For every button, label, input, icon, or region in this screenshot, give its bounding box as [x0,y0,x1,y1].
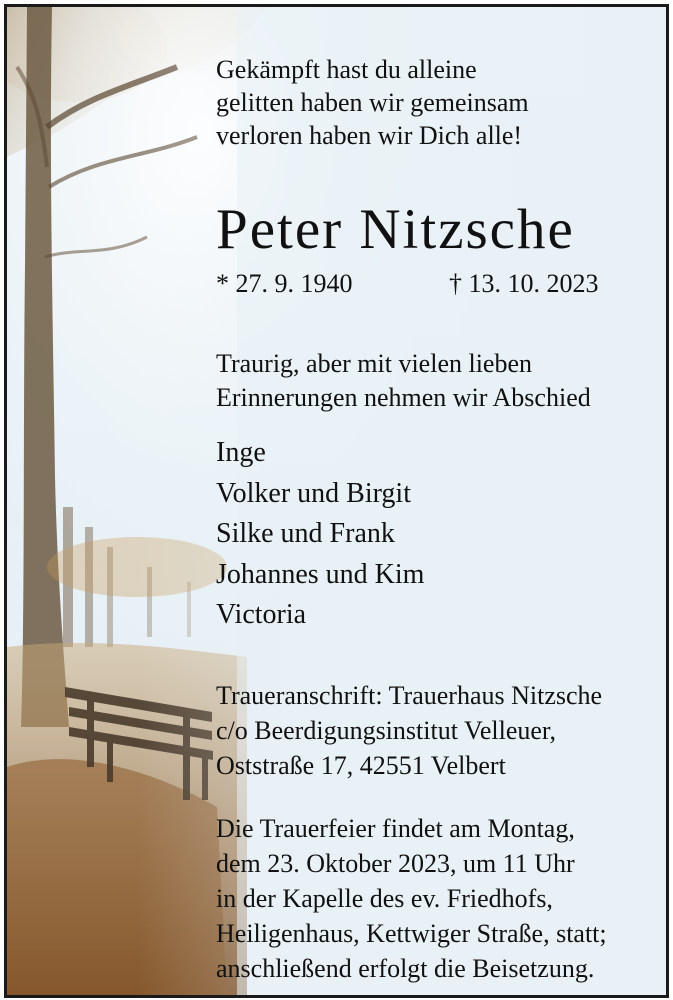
ceremony-line: in der Kapelle des ev. Friedhofs, [216,884,553,913]
farewell-intro [216,347,591,415]
verse-line: Gekämpft hast du alleine [216,55,477,84]
funeral-service-info [216,811,607,986]
life-dates [216,267,616,301]
ceremony-line: dem 23. Oktober 2023, um 11 Uhr [216,849,575,878]
address-line: Traueranschrift: Trauerhaus Nitzsche [216,681,603,710]
ceremony-line: anschließend erfolgt die Beisetzung. [216,954,595,983]
mourner: Silke und Frank [216,518,395,549]
verse-line: verloren haben wir Dich alle! [216,121,523,150]
deceased-name: Peter Nitzsche [216,198,575,261]
mourners-list [216,433,424,636]
verse-line: gelitten haben wir gemeinsam [216,88,529,117]
ceremony-line: Heiligenhaus, Kettwiger Straße, statt; [216,919,607,948]
address-line: c/o Beerdigungsinstitut Velleuer, [216,716,557,745]
intro-line: Erinnerungen nehmen wir Abschied [216,383,591,412]
mourning-address [216,678,602,783]
ceremony-line: Die Trauerfeier findet am Montag, [216,814,575,843]
address-line: Oststraße 17, 42551 Velbert [216,751,506,780]
mourner: Volker und Birgit [216,477,411,509]
mourner: Johannes und Kim [216,558,425,590]
obituary-notice [4,4,669,998]
mourner: Inge [216,437,266,468]
intro-line: Traurig, aber mit vielen lieben [216,349,533,378]
mourner: Victoria [216,599,307,630]
verse [216,53,529,152]
death-date: † 13. 10. 2023 [449,269,599,298]
birth-date: * 27. 9. 1940 [216,269,353,298]
